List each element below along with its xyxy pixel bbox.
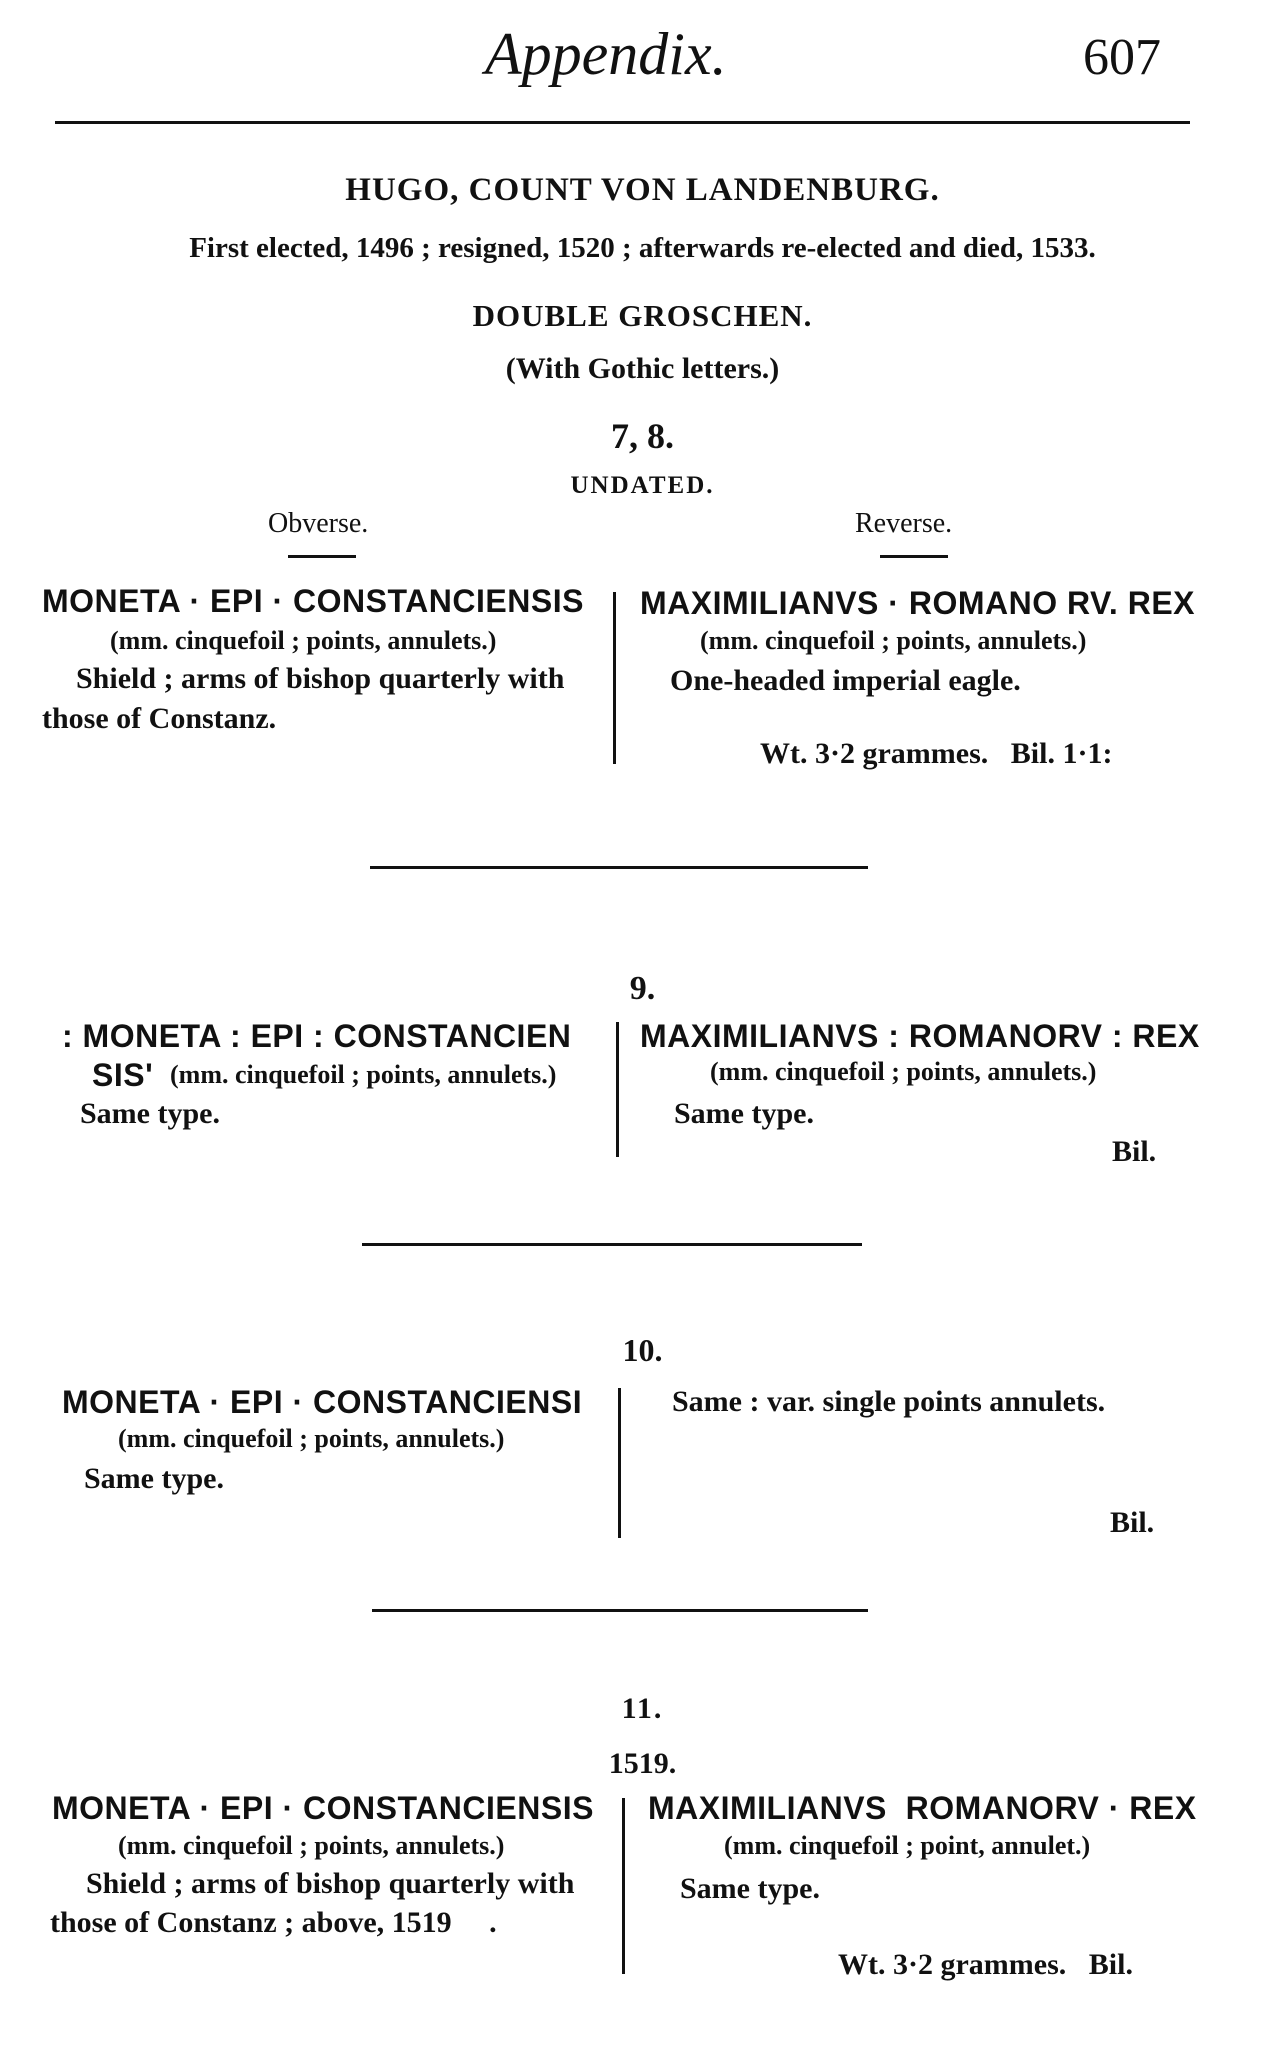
entry-date: UNDATED. xyxy=(570,472,715,499)
reverse-legend: MAXIMILIANVS · ROMANO RV. REX xyxy=(640,585,1195,621)
obverse-mintmark: (mm. cinquefoil ; points, annulets.) xyxy=(110,626,497,655)
reverse-label: Reverse. xyxy=(855,508,953,539)
section-rule xyxy=(372,1609,868,1612)
reverse-description: Same : var. single points annulets. xyxy=(672,1385,1106,1418)
reverse-mintmark: (mm. cinquefoil ; point, annulet.) xyxy=(724,1831,1091,1860)
obverse-description-cont: those of Constanz ; above, 1519 . xyxy=(50,1906,497,1939)
reverse-mintmark: (mm. cinquefoil ; points, annulets.) xyxy=(710,1057,1097,1086)
weight-metal: Bil. xyxy=(1110,1506,1155,1539)
weight-metal: Wt. 3·2 grammes. Bil. xyxy=(838,1948,1133,1981)
entry-number: 10. xyxy=(622,1332,663,1368)
ruler-heading: HUGO, COUNT VON LANDENBURG. xyxy=(345,172,940,208)
section-rule xyxy=(370,866,868,869)
obverse-mintmark: (mm. cinquefoil ; points, annulets.) xyxy=(118,1831,505,1860)
obverse-label: Obverse. xyxy=(268,508,369,539)
reverse-description: One-headed imperial eagle. xyxy=(670,664,1021,697)
obverse-legend-cont: SIS' xyxy=(92,1057,154,1093)
reverse-legend: MAXIMILIANVS : ROMANORV : REX xyxy=(640,1018,1200,1054)
running-title: Appendix. xyxy=(485,21,727,87)
entry-number: 11. xyxy=(621,1692,664,1725)
reverse-legend: MAXIMILIANVS ROMANORV · REX xyxy=(648,1790,1197,1826)
column-divider xyxy=(616,1022,619,1157)
weight-metal: Wt. 3·2 grammes. Bil. 1·1: xyxy=(760,737,1113,770)
reverse-label-rule xyxy=(880,555,948,558)
column-divider xyxy=(613,592,616,764)
entry-number: 7, 8. xyxy=(611,416,674,456)
lettering-note: (With Gothic letters.) xyxy=(505,352,780,385)
obverse-description: Same type. xyxy=(80,1097,220,1130)
reign-dates: First elected, 1496 ; resigned, 1520 ; afterwards re-elected and died, 1533. xyxy=(189,232,1096,264)
page-number: 607 xyxy=(1083,29,1161,86)
denomination-heading: DOUBLE GROSCHEN. xyxy=(472,298,813,333)
entry-date: 1519. xyxy=(608,1747,677,1780)
column-divider xyxy=(622,1798,625,1974)
obverse-description-cont: those of Constanz. xyxy=(42,702,277,735)
obverse-legend: MONETA · EPI · CONSTANCIENSI xyxy=(62,1384,583,1420)
obverse-legend: : MONETA : EPI : CONSTANCIEN xyxy=(62,1018,572,1054)
reverse-mintmark: (mm. cinquefoil ; points, annulets.) xyxy=(700,626,1087,655)
column-divider xyxy=(618,1388,621,1538)
obverse-mintmark: (mm. cinquefoil ; points, annulets.) xyxy=(118,1424,505,1453)
header-rule xyxy=(55,121,1190,124)
section-rule xyxy=(362,1243,862,1246)
obverse-legend: MONETA · EPI · CONSTANCIENSIS xyxy=(52,1790,594,1826)
obverse-description: Shield ; arms of bishop quarterly with xyxy=(76,662,565,695)
reverse-description: Same type. xyxy=(674,1097,814,1130)
entry-number: 9. xyxy=(629,970,656,1007)
obverse-description: Shield ; arms of bishop quarterly with xyxy=(86,1867,575,1900)
obverse-description: Same type. xyxy=(84,1462,224,1495)
obverse-label-rule xyxy=(288,555,356,558)
obverse-mintmark: (mm. cinquefoil ; points, annulets.) xyxy=(170,1060,557,1089)
obverse-legend: MONETA · EPI · CONSTANCIENSIS xyxy=(42,583,584,619)
weight-metal: Bil. xyxy=(1112,1135,1157,1168)
reverse-description: Same type. xyxy=(680,1872,820,1905)
